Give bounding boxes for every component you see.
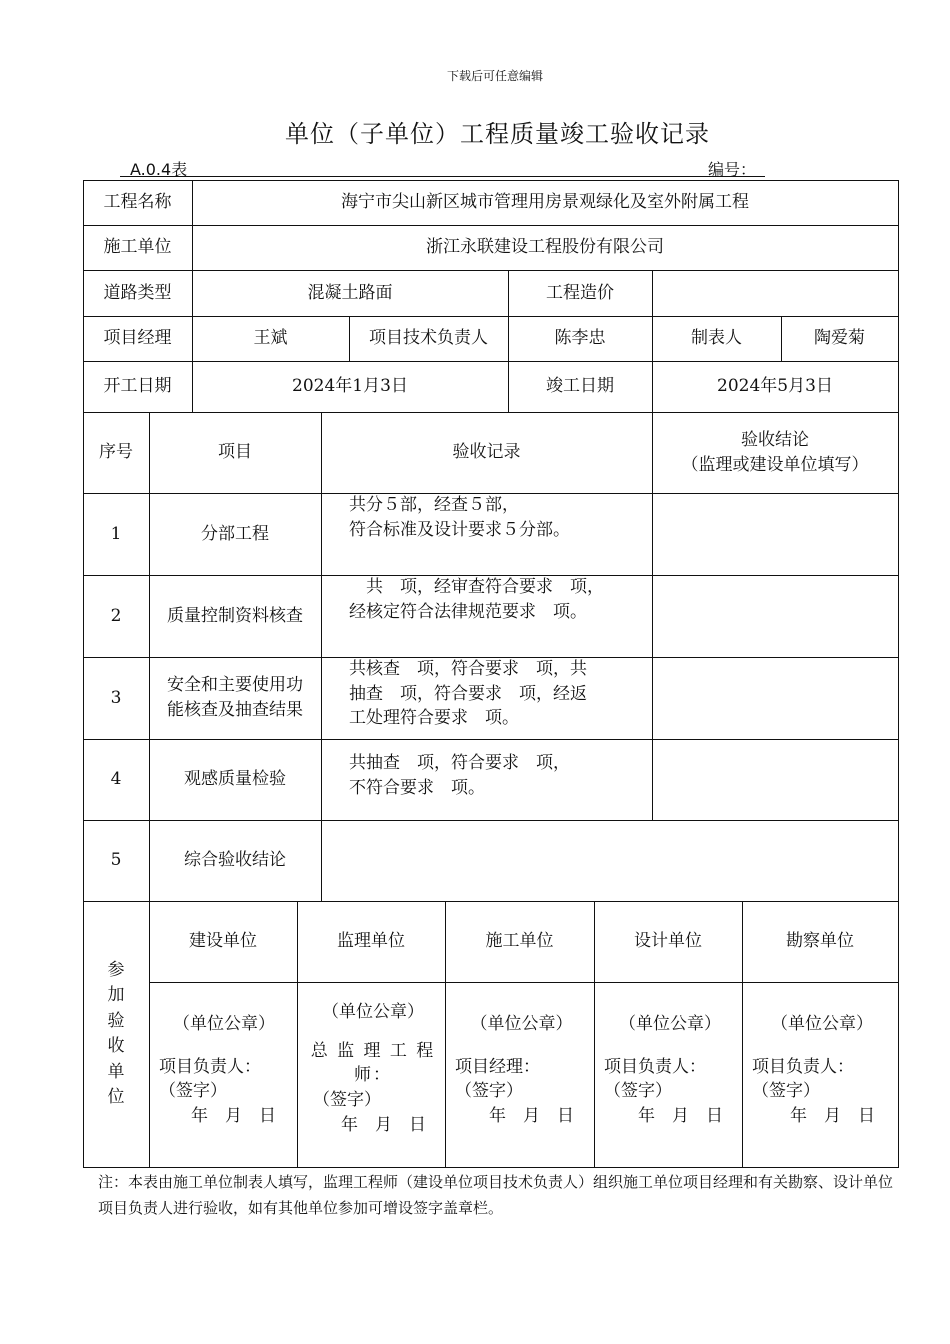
sign-text: （签字） [159, 1081, 227, 1102]
sign-text: （签字） [604, 1081, 672, 1102]
row-4-record [349, 739, 649, 820]
participants-label-char: 收 [107, 1036, 125, 1056]
unit-name-designer: 设计单位 [634, 931, 702, 952]
cost-value [652, 270, 898, 316]
conclusion-header-line2: （监理或建设单位填写） [681, 454, 869, 475]
row-1-record [349, 493, 649, 575]
row-4-item: 观感质量检验 [184, 769, 286, 790]
acceptance-table [83, 180, 898, 1168]
participants-label [83, 901, 149, 1167]
col-header-item: 项目 [218, 442, 252, 463]
start-date-value: 2024年1月3日 [292, 376, 408, 397]
participants-label-char: 位 [107, 1087, 125, 1107]
date-text: 年 月 日 [638, 1105, 723, 1126]
sign-text: （签字） [313, 1089, 381, 1110]
row-3-record-line: 抽查 项，符合要求 项，经返 [349, 683, 587, 704]
signature-block-contractor [445, 982, 594, 1167]
row-4-record-line: 不符合要求 项。 [349, 777, 485, 798]
manager-label: 项目经理 [103, 328, 172, 349]
date-text: 年 月 日 [790, 1105, 875, 1126]
date-text: 年 月 日 [489, 1105, 574, 1126]
signature-block-designer [594, 982, 742, 1167]
row-3-no: 3 [110, 687, 122, 708]
col-header-no: 序号 [99, 442, 133, 463]
row-1-item: 分部工程 [201, 523, 269, 544]
end-date-label: 竣工日期 [546, 376, 614, 397]
unit-name-supervisor: 监理单位 [337, 931, 405, 952]
signer-label: 项目负责人： [604, 1056, 706, 1077]
row-3-record-line: 共核查 项，符合要求 项，共 [349, 659, 587, 679]
signer-label: 项目负责人： [752, 1056, 854, 1077]
header-underline [120, 176, 765, 177]
seal-text: （单位公章） [322, 1002, 424, 1022]
participants-label-char: 参 [107, 959, 125, 980]
seal-text: （单位公章） [173, 1014, 275, 1034]
row-5-record [321, 820, 898, 901]
row-2-item: 质量控制资料核查 [167, 605, 303, 626]
row-2-record-line: 共 项，经审查符合要求 项， [349, 577, 604, 597]
cost-label: 工程造价 [546, 282, 614, 303]
serial-number-label: 编号： [708, 160, 757, 179]
end-date-value: 2024年5月3日 [717, 376, 833, 397]
row-3-conclusion [652, 657, 898, 739]
signature-block-surveyor [742, 982, 898, 1167]
road-type-value: 混凝土路面 [307, 282, 393, 303]
row-3-item-line: 安全和主要使用功 [167, 675, 303, 696]
row-1-conclusion [652, 493, 898, 575]
page-title: 单位（子单位）工程质量竣工验收记录 [285, 120, 710, 148]
seal-text: （单位公章） [619, 1014, 721, 1034]
signer-label: 项目负责人： [159, 1056, 261, 1077]
contractor-label: 施工单位 [103, 237, 172, 258]
signer-label: 项目经理： [455, 1056, 540, 1077]
unit-name-contractor: 施工单位 [485, 931, 554, 952]
participants-label-char: 验 [107, 1010, 125, 1031]
sign-text: （签字） [455, 1081, 523, 1102]
road-type-label: 道路类型 [103, 282, 172, 303]
row-1-record-line: 共分５部，经查５部， [349, 495, 519, 515]
conclusion-header-line1: 验收结论 [741, 429, 809, 450]
row-2-no: 2 [110, 605, 122, 626]
project-name-value: 海宁市尖山新区城市管理用房景观绿化及室外附属工程 [341, 192, 749, 213]
row-2-record [349, 575, 649, 657]
row-4-record-line: 共抽查 项，符合要求 项， [349, 753, 570, 773]
row-3-record-line: 工处理符合要求 项。 [349, 708, 519, 729]
preparer-value: 陶爱菊 [814, 328, 865, 349]
project-name-label: 工程名称 [103, 192, 172, 213]
start-date-label: 开工日期 [103, 376, 172, 397]
row-2-record-line: 经核定符合法律规范要求 项。 [349, 601, 587, 622]
signer-label: 总 监 理 工 程 师： [310, 1040, 436, 1086]
date-text: 年 月 日 [191, 1105, 276, 1126]
row-3-item [149, 657, 321, 739]
col-header-conclusion [652, 412, 898, 493]
tech-lead-label: 项目技术负责人 [369, 328, 488, 349]
signature-block-owner [149, 982, 297, 1167]
row-3-item-line: 能核查及抽查结果 [167, 700, 303, 720]
tech-lead-value: 陈李忠 [554, 328, 606, 349]
footnote: 注：本表由施工单位制表人填写，监理工程师（建设单位项目技术负责人）组织施工单位项目经理和有关勘察、设计单位项目负责人进行验收，如有其他单位参加可增设签字盖章栏。 [98, 1173, 894, 1218]
sign-text: （签字） [752, 1081, 820, 1102]
row-5-no: 5 [110, 850, 122, 871]
seal-text: （单位公章） [470, 1014, 573, 1034]
participants-label-char: 加 [107, 985, 125, 1005]
row-4-conclusion [652, 739, 898, 820]
signature-block-supervisor [297, 982, 445, 1167]
date-text: 年 月 日 [341, 1114, 426, 1135]
row-4-no: 4 [110, 769, 122, 790]
participants-label-char: 单 [107, 1061, 125, 1082]
seal-text: （单位公章） [771, 1014, 873, 1034]
download-note: 下载后可任意编辑 [446, 69, 543, 83]
unit-name-surveyor: 勘察单位 [786, 931, 854, 952]
row-1-no: 1 [110, 523, 122, 544]
col-header-record: 验收记录 [452, 442, 521, 463]
form-number: A.0.4表 [130, 160, 188, 179]
manager-value: 王斌 [253, 328, 288, 349]
unit-name-owner: 建设单位 [189, 931, 257, 952]
row-2-conclusion [652, 575, 898, 657]
row-1-record-line: 符合标准及设计要求５分部。 [349, 519, 570, 540]
row-3-record [349, 657, 649, 739]
contractor-value: 浙江永联建设工程股份有限公司 [426, 237, 664, 258]
preparer-label: 制表人 [691, 328, 742, 349]
row-5-item: 综合验收结论 [184, 850, 286, 871]
